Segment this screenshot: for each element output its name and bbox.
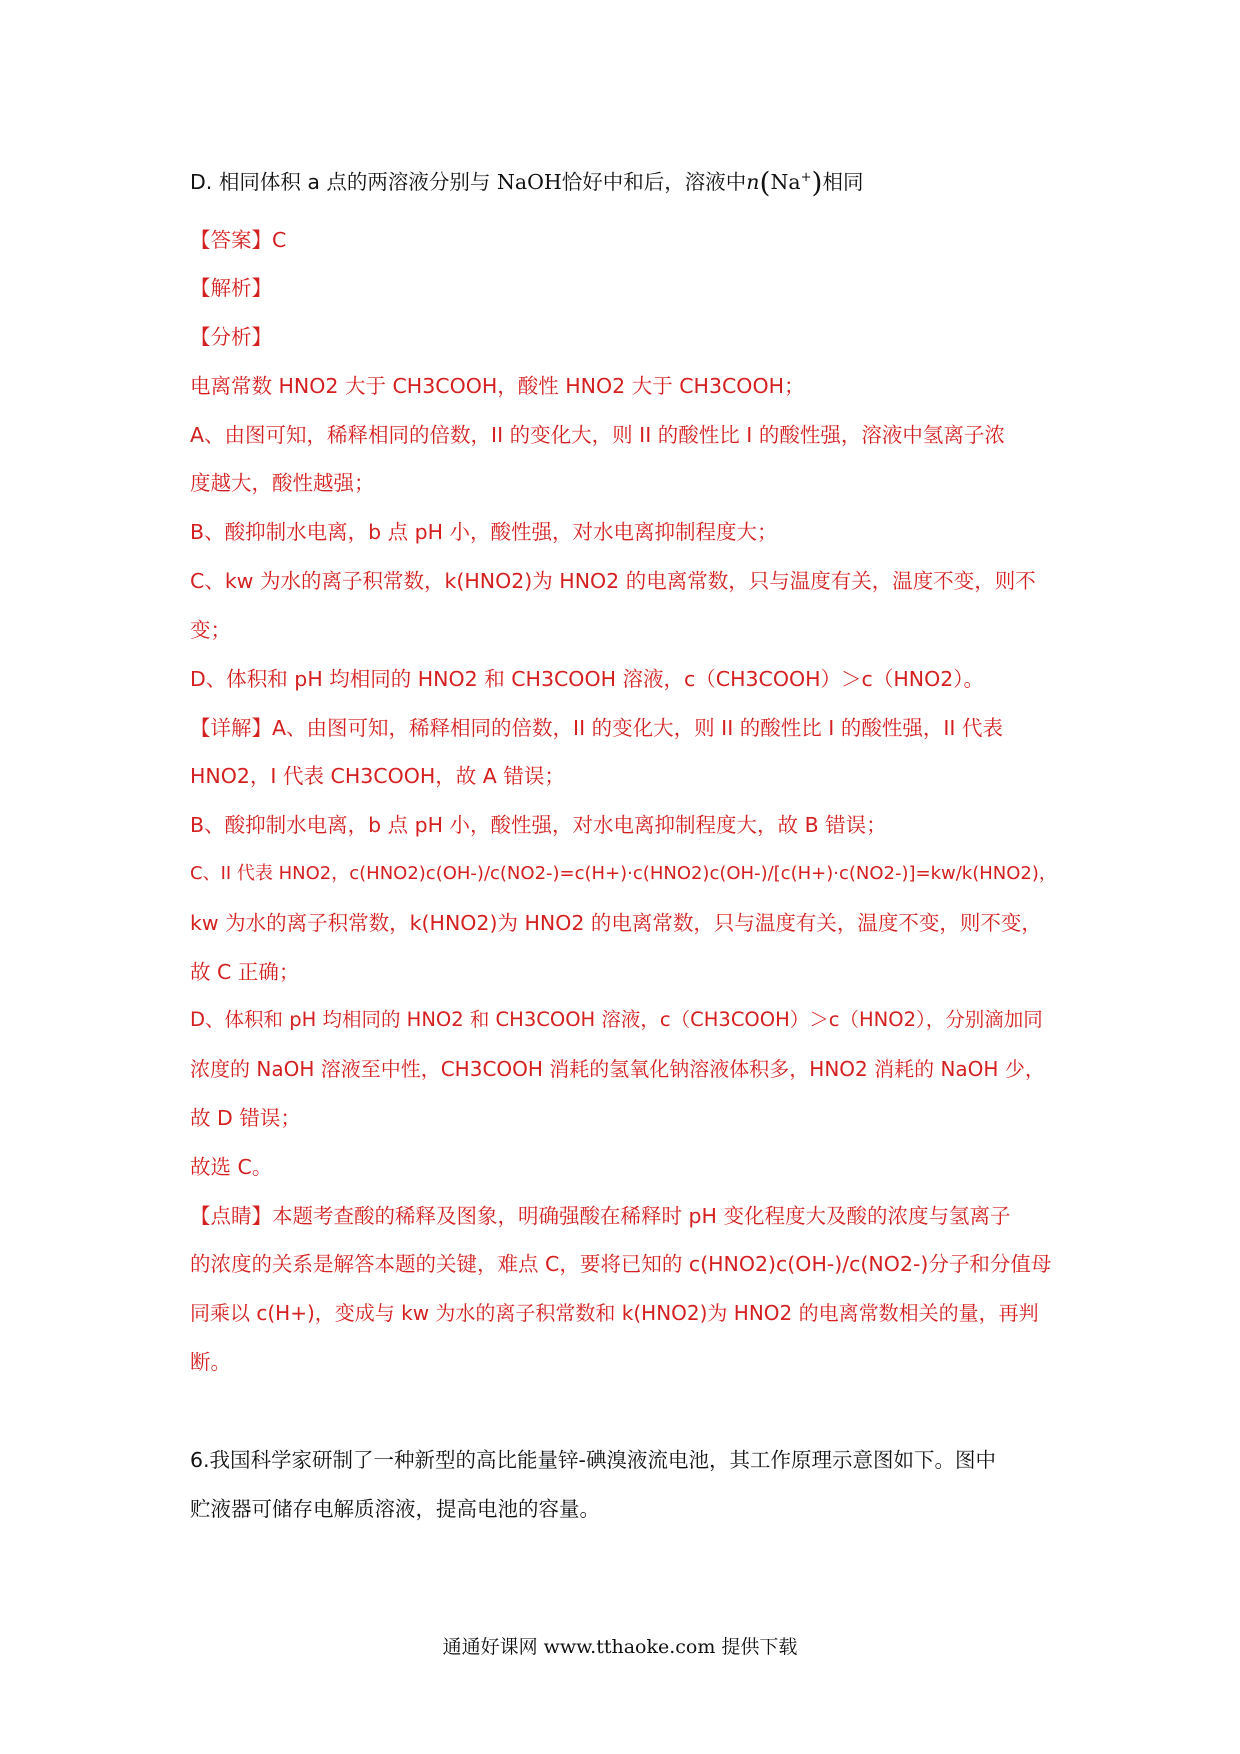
answer-line: 【答案】C (190, 228, 287, 252)
question6-line: 贮液器可储存电解质溶液，提高电池的容量。 (190, 1497, 600, 1521)
na-symbol: Na (770, 170, 801, 194)
dianjing-line: 同乘以 c(H+)，变成与 kw 为水的离子积常数和 k(HNO2)为 HNO2 的电离常数相关的量，再判 (190, 1301, 1039, 1325)
naoh-formula: NaOH (496, 170, 562, 194)
detail-line: D、体积和 pH 均相同的 HNO2 和 CH3COOH 溶液，c（CH3COOH）＞c（HNO2），分别滴加同 (190, 1008, 1043, 1031)
fenxi-heading: 【分析】 (190, 325, 272, 349)
detail-line: HNO2，I 代表 CH3COOH，故 A 错误； (190, 764, 565, 788)
detail-line: kw 为水的离子积常数，k(HNO2)为 HNO2 的电离常数，只与温度有关，温度不变，则不变， (190, 911, 1042, 935)
fenxi-line: 度越大，酸性越强； (190, 471, 375, 495)
na-charge: + (800, 170, 812, 185)
option-d-mid: 恰好中和后，溶液中 (561, 170, 747, 194)
dianjing-line: 【点睛】本题考查酸的稀释及图象，明确强酸在稀释时 pH 变化程度大及酸的浓度与氢离子 (190, 1204, 1011, 1228)
fenxi-line: B、酸抑制水电离，b 点 pH 小，酸性强，对水电离抑制程度大； (190, 520, 778, 544)
detail-line: 故选 C。 (190, 1155, 273, 1179)
option-d-line (190, 166, 864, 199)
fenxi-line: 变； (190, 618, 231, 642)
detail-line: B、酸抑制水电离，b 点 pH 小，酸性强，对水电离抑制程度大，故 B 错误； (190, 813, 887, 837)
question6-line: 6.我国科学家研制了一种新型的高比能量锌-碘溴液流电池，其工作原理示意图如下。图中 (190, 1448, 996, 1472)
fenxi-line: 电离常数 HNO2 大于 CH3COOH，酸性 HNO2 大于 CH3COOH； (190, 374, 805, 398)
fenxi-line: C、kw 为水的离子积常数，k(HNO2)为 HNO2 的电离常数，只与温度有关，温度不变，则不 (190, 569, 1036, 593)
detail-line: 【详解】A、由图可知，稀释相同的倍数，II 的变化大，则 II 的酸性比 I 的酸性强，II 代表 (190, 716, 1003, 740)
n-symbol: n (746, 170, 760, 194)
paren-close: ) (811, 166, 823, 199)
detail-line: 浓度的 NaOH 溶液至中性，CH3COOH 消耗的氢氧化钠溶液体积多，HNO2 消耗的 NaOH 少， (190, 1057, 1045, 1081)
option-d-suffix: 相同 (822, 170, 864, 194)
detail-line: 故 C 正确； (190, 960, 300, 984)
dianjing-line: 的浓度的关系是解答本题的关键，难点 C，要将已知的 c(HNO2)c(OH-)/c(NO2-)分子和分值母 (190, 1252, 1052, 1276)
option-d-prefix: D. 相同体积 a 点的两溶液分别与 (190, 170, 491, 194)
detail-line: 故 D 错误； (190, 1106, 301, 1130)
fenxi-line: A、由图可知，稀释相同的倍数，II 的变化大，则 II 的酸性比 I 的酸性强，溶液中氢离子浓 (190, 423, 1005, 447)
analysis-heading: 【解析】 (190, 276, 272, 300)
dianjing-line: 断。 (190, 1350, 231, 1374)
fenxi-line: D、体积和 pH 均相同的 HNO2 和 CH3COOH 溶液，c（CH3COOH）＞c（HNO2）。 (190, 667, 985, 691)
paren-open: ( (759, 166, 771, 199)
detail-line: C、II 代表 HNO2，c(HNO2)c(OH-)/c(NO2-)=c(H+)·c(HNO2)c(OH-)/[c(H+)·c(NO2-)]=kw/k(HNO2)， (190, 863, 1057, 884)
footer-credit: 通通好课网 www.tthaoke.com 提供下载 (442, 1636, 798, 1658)
